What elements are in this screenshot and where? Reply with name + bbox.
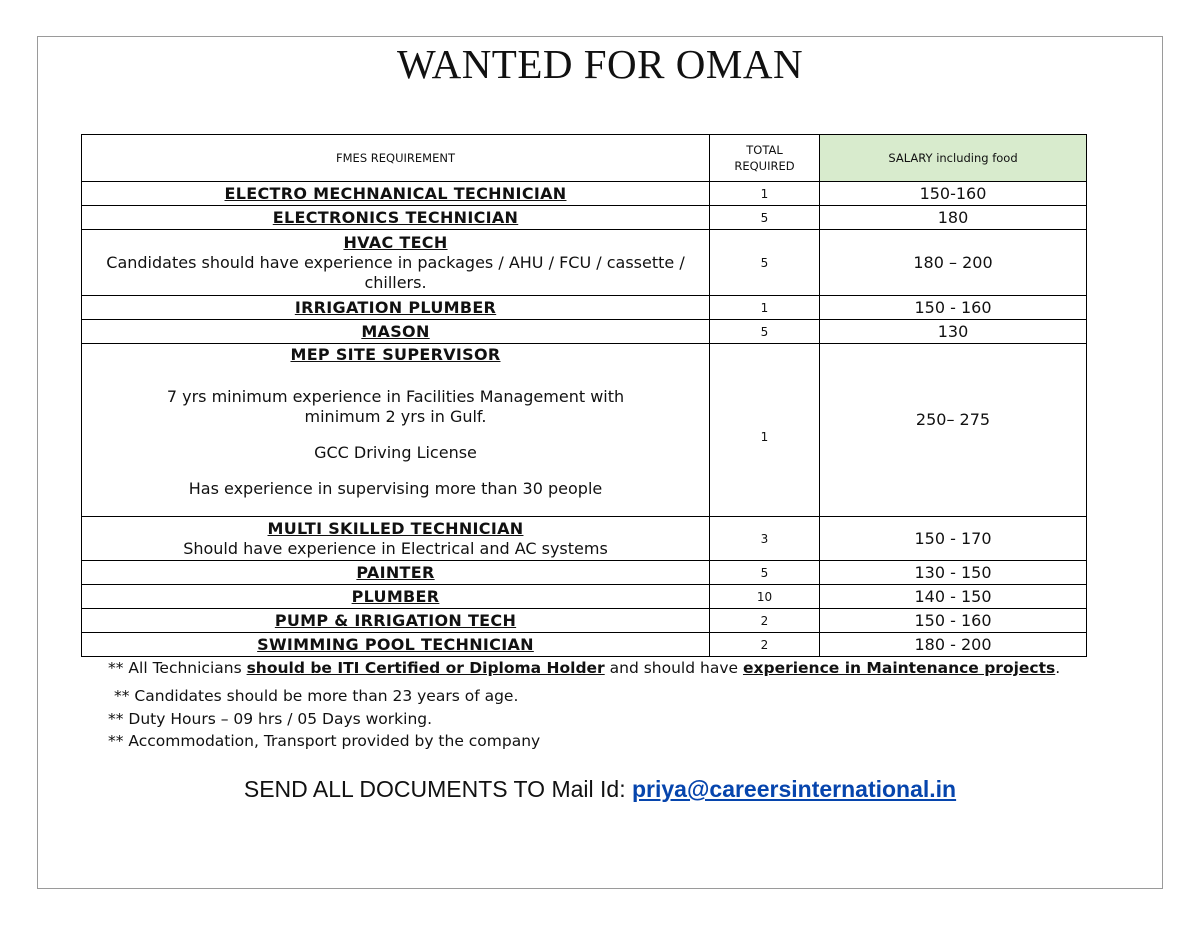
table-row bbox=[82, 230, 1087, 296]
send-documents bbox=[0, 776, 1200, 803]
page-title: WANTED FOR OMAN bbox=[396, 41, 804, 87]
total-required: 1 bbox=[710, 182, 820, 206]
salary: 130 - 150 bbox=[820, 561, 1087, 585]
table-row bbox=[82, 296, 1087, 320]
salary: 180 bbox=[820, 206, 1087, 230]
table-row bbox=[82, 206, 1087, 230]
job-description: Candidates should have experience in packages / AHU / FCU / cassette / chillers. bbox=[106, 252, 685, 292]
job-title: SWIMMING POOL TECHNICIAN bbox=[257, 634, 534, 654]
note-emphasis: experience in Maintenance projects bbox=[742, 659, 1056, 677]
job-requirement: Has experience in supervising more than 30 people bbox=[188, 479, 603, 498]
total-required: 5 bbox=[710, 230, 820, 296]
table-row bbox=[82, 320, 1087, 344]
salary: 250– 275 bbox=[820, 344, 1087, 517]
table-row bbox=[82, 182, 1087, 206]
salary: 180 - 200 bbox=[820, 633, 1087, 657]
total-required: 1 bbox=[710, 344, 820, 517]
requirements-table bbox=[81, 134, 1087, 657]
table-header-row bbox=[82, 135, 1087, 182]
total-required: 5 bbox=[710, 320, 820, 344]
job-title: ELECTRO MECHNANICAL TECHNICIAN bbox=[224, 183, 567, 203]
job-title: MULTI SKILLED TECHNICIAN bbox=[267, 518, 524, 538]
total-required: 1 bbox=[710, 296, 820, 320]
note-text: and should have bbox=[604, 659, 743, 677]
job-title: PLUMBER bbox=[351, 586, 440, 606]
table-row bbox=[82, 609, 1087, 633]
salary: 180 – 200 bbox=[820, 230, 1087, 296]
note-text: . bbox=[1055, 659, 1061, 677]
note-accommodation: ** Accommodation, Transport provided by the company bbox=[108, 732, 541, 750]
header-salary: SALARY including food bbox=[820, 135, 1087, 182]
note-age: ** Candidates should be more than 23 years of age. bbox=[114, 687, 519, 705]
job-title: PAINTER bbox=[356, 562, 435, 582]
total-required: 10 bbox=[710, 585, 820, 609]
salary: 130 bbox=[820, 320, 1087, 344]
job-requirement: GCC Driving License bbox=[314, 443, 477, 462]
header-total-line1: TOTAL bbox=[746, 143, 783, 157]
job-title: IRRIGATION PLUMBER bbox=[294, 297, 497, 317]
job-title: MEP SITE SUPERVISOR bbox=[290, 345, 501, 364]
note-emphasis: should be ITI Certified or Diploma Holder bbox=[246, 659, 605, 677]
salary: 150 - 170 bbox=[820, 517, 1087, 561]
total-required: 5 bbox=[710, 561, 820, 585]
total-required: 2 bbox=[710, 609, 820, 633]
salary: 150-160 bbox=[820, 182, 1087, 206]
note-certification bbox=[108, 659, 1060, 677]
total-required: 2 bbox=[710, 633, 820, 657]
job-title: MASON bbox=[361, 321, 430, 341]
table-row bbox=[82, 561, 1087, 585]
total-required: 5 bbox=[710, 206, 820, 230]
job-title: HVAC TECH bbox=[343, 232, 448, 252]
table-row bbox=[82, 585, 1087, 609]
job-title: ELECTRONICS TECHNICIAN bbox=[272, 207, 519, 227]
header-requirement: FMES REQUIREMENT bbox=[82, 135, 710, 182]
table-row bbox=[82, 633, 1087, 657]
salary: 150 - 160 bbox=[820, 296, 1087, 320]
job-description: 7 yrs minimum experience in Facilities Management with minimum 2 yrs in Gulf. bbox=[166, 387, 625, 426]
header-total-required bbox=[710, 135, 820, 182]
salary: 140 - 150 bbox=[820, 585, 1087, 609]
table-row bbox=[82, 517, 1087, 561]
total-required: 3 bbox=[710, 517, 820, 561]
header-total-line2: REQUIRED bbox=[734, 159, 795, 173]
job-title: PUMP & IRRIGATION TECH bbox=[274, 610, 517, 630]
note-duty-hours: ** Duty Hours – 09 hrs / 05 Days working. bbox=[108, 710, 433, 728]
job-description: Should have experience in Electrical and AC systems bbox=[183, 538, 608, 558]
email-link[interactable]: priya@careersinternational.in bbox=[632, 776, 957, 802]
salary: 150 - 160 bbox=[820, 609, 1087, 633]
table-row bbox=[82, 344, 1087, 517]
send-label: SEND ALL DOCUMENTS TO Mail Id: bbox=[243, 776, 632, 802]
note-text: ** All Technicians bbox=[108, 659, 247, 677]
